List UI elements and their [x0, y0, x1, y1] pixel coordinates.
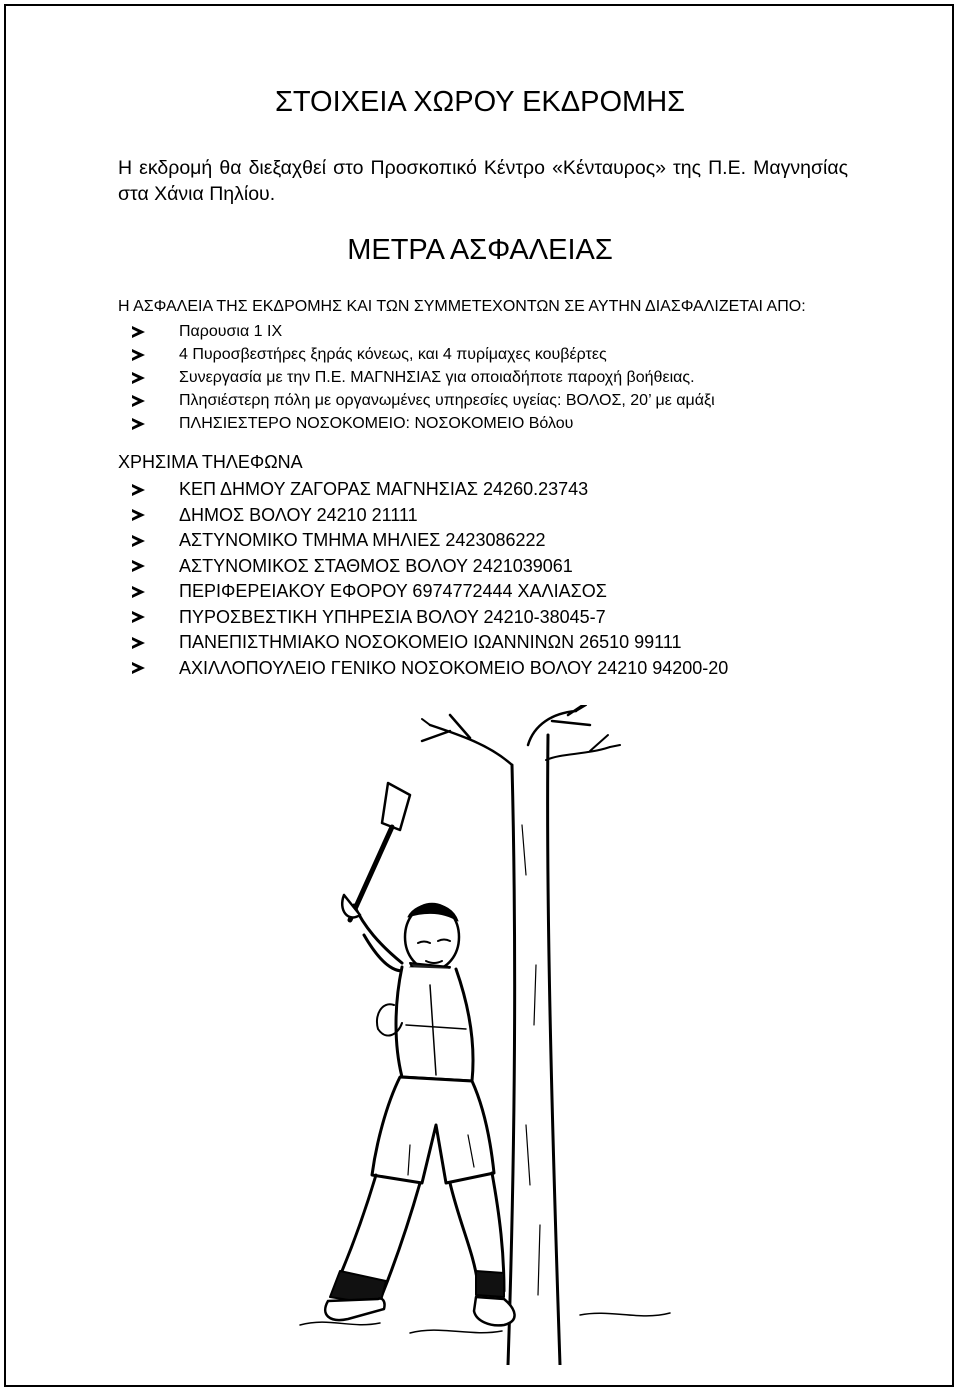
- list-item: [132, 343, 715, 366]
- list-item: [132, 656, 728, 682]
- scout-chopping-tree-icon: [290, 705, 710, 1365]
- list-item: [132, 528, 728, 554]
- intro-paragraph: Η εκδρομή θα διεξαχθεί στο Προσκοπικό Κέντρο «Κένταυρος» της Π.Ε. Μαγνησίας στα Χάνια Πηλίου.: [118, 157, 848, 205]
- list-item: [132, 503, 728, 529]
- list-item-text: ΠΕΡΙΦΕΡΕΙΑΚΟΥ ΕΦΟΡΟΥ 6974772444 ΧΑΛΙΑΣΟΣ: [179, 581, 607, 601]
- arrowhead-bullet-icon: [132, 395, 145, 407]
- safety-lead-text: Η ΑΣΦΑΛΕΙΑ ΤΗΣ ΕΚΔΡΟΜΗΣ ΚΑΙ ΤΩΝ ΣΥΜΜΕΤΕΧΟΝΤΩΝ ΣΕ ΑΥΤΗΝ ΔΙΑΣΦΑΛΙΖΕΤΑΙ ΑΠΟ:: [118, 298, 806, 315]
- list-item: [132, 366, 715, 389]
- list-item: [132, 412, 715, 435]
- safety-list: [132, 320, 715, 435]
- arrowhead-bullet-icon: [132, 349, 145, 361]
- list-item: [132, 554, 728, 580]
- arrowhead-bullet-icon: [132, 509, 145, 521]
- arrowhead-bullet-icon: [132, 326, 145, 338]
- list-item-text: ΑΧΙΛΛΟΠΟΥΛΕΙΟ ΓΕΝΙΚΟ ΝΟΣΟΚΟΜΕΙΟ ΒΟΛΟΥ 24210 94200-20: [179, 657, 729, 678]
- list-item-text: Παρουσια 1 ΙΧ: [179, 323, 283, 340]
- list-item: [132, 320, 715, 343]
- arrowhead-bullet-icon: [132, 484, 145, 496]
- list-item: [132, 630, 728, 656]
- phones-title: ΧΡΗΣΙΜΑ ΤΗΛΕΦΩΝΑ: [118, 452, 303, 472]
- list-item-text: Πλησιέστερη πόλη με οργανωμένες υπηρεσίες υγείας: ΒΟΛΟΣ, 20’ με αμάξι: [179, 392, 715, 409]
- arrowhead-bullet-icon: [132, 535, 145, 547]
- list-item: [132, 477, 728, 503]
- list-item-text: ΑΣΤΥΝΟΜΙΚΟ ΤΜΗΜΑ ΜΗΛΙΕΣ 2423086222: [179, 530, 546, 550]
- arrowhead-bullet-icon: [132, 560, 145, 572]
- arrowhead-bullet-icon: [132, 372, 145, 384]
- arrowhead-bullet-icon: [132, 662, 145, 674]
- list-item-text: ΠΥΡΟΣΒΕΣΤΙΚΗ ΥΠΗΡΕΣΙΑ ΒΟΛΟΥ 24210-38045-7: [179, 606, 606, 627]
- safety-title: ΜΕΤΡΑ ΑΣΦΑΛΕΙΑΣ: [347, 234, 613, 266]
- list-item-text: 4 Πυροσβεστήρες ξηράς κόνεως, και 4 πυρίμαχες κουβέρτες: [179, 346, 607, 363]
- list-item-text: ΠΑΝΕΠΙΣΤΗΜΙΑΚΟ ΝΟΣΟΚΟΜΕΙΟ ΙΩΑΝΝΙΝΩΝ 26510 99111: [179, 632, 682, 652]
- arrowhead-bullet-icon: [132, 586, 145, 598]
- list-item-text: ΑΣΤΥΝΟΜΙΚΟΣ ΣΤΑΘΜΟΣ ΒΟΛΟΥ 2421039061: [179, 555, 573, 576]
- list-item-text: ΚΕΠ ΔΗΜΟΥ ΖΑΓΟΡΑΣ ΜΑΓΝΗΣΙΑΣ 24260.23743: [179, 479, 589, 499]
- list-item-text: ΔΗΜΟΣ ΒΟΛΟΥ 24210 21111: [179, 504, 418, 525]
- arrowhead-bullet-icon: [132, 611, 145, 623]
- arrowhead-bullet-icon: [132, 418, 145, 430]
- list-item: [132, 579, 728, 605]
- list-item: [132, 605, 728, 631]
- arrowhead-bullet-icon: [132, 637, 145, 649]
- list-item-text: ΠΛΗΣΙΕΣΤΕΡΟ ΝΟΣΟΚΟΜΕΙΟ: ΝΟΣΟΚΟΜΕΙΟ Βόλου: [179, 415, 574, 432]
- page-title: ΣΤΟΙΧΕΙΑ ΧΩΡΟΥ ΕΚΔΡΟΜΗΣ: [274, 86, 686, 118]
- phones-list: [132, 477, 728, 681]
- list-item: [132, 389, 715, 412]
- list-item-text: Συνεργασία με την Π.Ε. ΜΑΓΝΗΣΙΑΣ για οποιαδήποτε παροχή βοήθειας.: [179, 369, 695, 386]
